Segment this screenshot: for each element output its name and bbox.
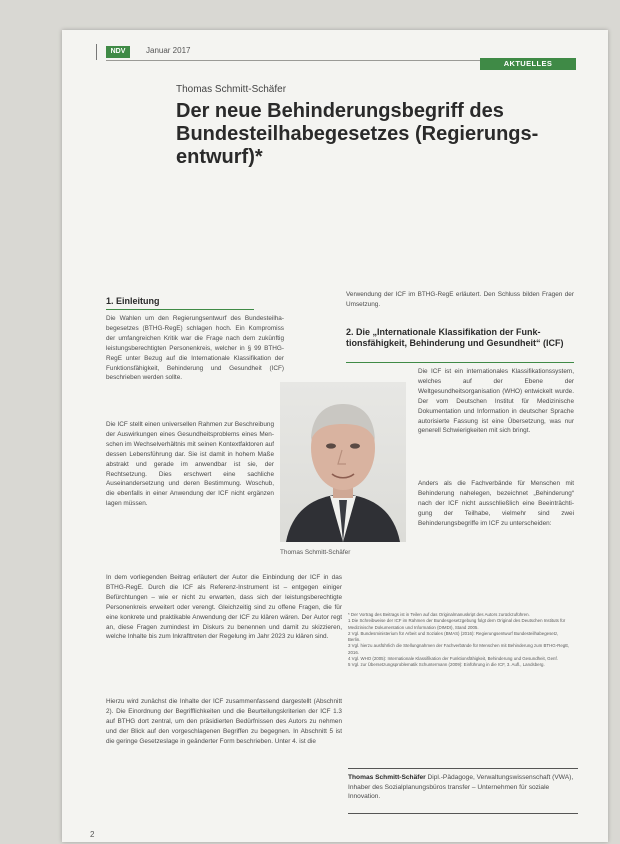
heading-rule	[346, 362, 574, 363]
paragraph: Die ICF ist ein internationales Klassifikationssystem, welches auf der Ebene der Weltgesundheitsorganisation (WHO) entwickelt wurde. Der vom Deutschen Institut für Medizinische Dokumentation und Information in deutscher Sprache autorisierte Fassung ist eine Übersetzung, was nur generell Schwierigkeiten mit sich bringt.	[418, 368, 574, 435]
portrait-image	[280, 382, 406, 542]
journal-logo: NDV	[106, 46, 130, 58]
document-page	[62, 30, 608, 842]
footnote: 1 Die Schreibweise der ICF im Rahmen der Bundesgesetzgebung folgt dem Original des Deutschen Instituts für Medizinische Dokumentation und Information (DIMDI), Stand 2005.	[348, 618, 566, 630]
bio-name: Thomas Schmitt-Schäfer	[348, 774, 426, 781]
footnote: 2 Vgl. Bundesministerium für Arbeit und Soziales (BMAS) (2016): Regierungsentwurf Bundesteilhabegesetz, Berlin.	[348, 630, 559, 643]
section-heading: 2. Die „Internationale Klassifikation der Funktionsfähigkeit, Behinderung und Gesundheit“ (ICF)	[346, 327, 564, 348]
page-number: 2	[90, 830, 95, 839]
paragraph: Hierzu wird zunächst die Inhalte der ICF zusammenfassend dargestellt (Abschnitt 2). Die Einordnung der Begrifflichkeiten und die Beurteilungskriterien der ICF 1.3 auf BTHG dort zentral, um den präsidierten Bedürfnissen des Autors zu nehmen und der Blick auf den vorgeschlagenen Begriffen zu begegnen. In Abschnitt 5 ist die geringe Gesetzeslage in geänderter Form beschrieben. Unter 4. ist die	[106, 698, 342, 745]
paragraph: Anders als die Fachverbände für Menschen mit Behinderung nahelegen, bezeichnet „Behinderung“ nach der ICF nicht ausschließlich eine Beeinträchtigung der Teilhabe, vielmehr sind zwei Behinderungsbegriffe im ICF zu unterscheiden:	[418, 480, 574, 527]
footnotes	[348, 612, 572, 669]
author-bio	[348, 768, 578, 814]
heading-rule	[106, 309, 254, 310]
section-tag: AKTUELLES	[480, 58, 576, 70]
title-line: entwurf)*	[176, 146, 263, 168]
author-photo	[280, 382, 406, 542]
photo-caption: Thomas Schmitt-Schäfer	[280, 549, 351, 556]
footnote: 4 Vgl. WHO (2005): Internationale Klassifikation der Funktionsfähigkeit, Behinderung und Gesundheit, Genf.	[348, 656, 558, 662]
footnote: 3 Vgl. hierzu ausführlich die Stellungnahmen der Fachverbände für Menschen mit Behinderung zum BTHG-RegE, 2016.	[348, 643, 570, 655]
paragraph: Die Wahlen um den Regierungsentwurf des Bundesteilhabegesetzes (BTHG-RegE) schlagen hoch. Ein Kompromiss der umfangreichen Kritik war die Frage nach dem zukünftig leistungsberechtigten Personenkreis, welcher in § 99 BTHG-RegE unter Bezug auf die Internationale Klassifikation der Funktionsfähigkeit, Behinderung und Gesundheit (ICF) beschrieben werden sollte.	[106, 315, 284, 382]
paragraph: In dem vorliegenden Beitrag erläutert der Autor die Einbindung der ICF in das BTHG-RegE. Durch die ICF als Referenz-Instrument ist – entgegen einiger Befürchtungen – wie er nicht zu erwarten, dass sich der leistungsberechtigte Personenkreis erweitert oder verengt. Gleichzeitig sind zu offene Fragen, die für eine konkrete und praktikable Anwendung der ICF zu klären wären. Der Autor regt an, diese Fragen zumindest im Diskurs zu benennen und damit zu skizzieren, welche Inhalte bis zum Inkrafttreten der Regelung im Jahr 2023 zu klären sind.	[106, 574, 342, 641]
article-author: Thomas Schmitt-Schäfer	[176, 84, 287, 95]
title-line: Der neue Behinderungsbegriff des	[176, 100, 504, 122]
margin-marker	[96, 44, 97, 60]
section-heading: 1. Einleitung	[106, 296, 160, 306]
title-line: Bundesteilhabegesetzes (Regierungs-	[176, 123, 539, 145]
footnote: 5 Vgl. zur Übersetzungsproblematik Schuntermann (2009): Einführung in die ICF, 3. Aufl., Landsberg.	[348, 662, 545, 668]
bio-text: Dipl.-Pädagoge, Verwaltungswissenschaft (VWA), Inhaber des Sozialplanungsbüros transfer – Unternehmen für soziale Innovation.	[348, 774, 574, 801]
paragraph: Die ICF stellt einen universellen Rahmen zur Beschreibung der Auswirkungen eines Gesundheitsproblems eines Menschen im Wechselverhältnis mit seinen Kontextfaktoren auf dessen Lebensführung dar. Sie ist damit in hohem Maße abstrakt und gerade im anwendbar ist sie, der Rechtsetzung. Dies erschwert eine sachliche Auseinandersetzung und deren Bestimmung. Woschub, die ebenfalls in einer Anwendung der ICF nicht ergänzen lagen müssen.	[106, 421, 274, 508]
issue-date: Januar 2017	[146, 46, 191, 55]
article-title	[176, 100, 586, 169]
footnote: * Der Vortrag des Beitrags ist in Teilen auf das Originalmanuskript des Autors zurückzuführen.	[348, 612, 530, 617]
paragraph: Verwendung der ICF im BTHG-RegE erläutert. Den Schluss bilden Fragen der Umsetzung.	[346, 291, 574, 308]
